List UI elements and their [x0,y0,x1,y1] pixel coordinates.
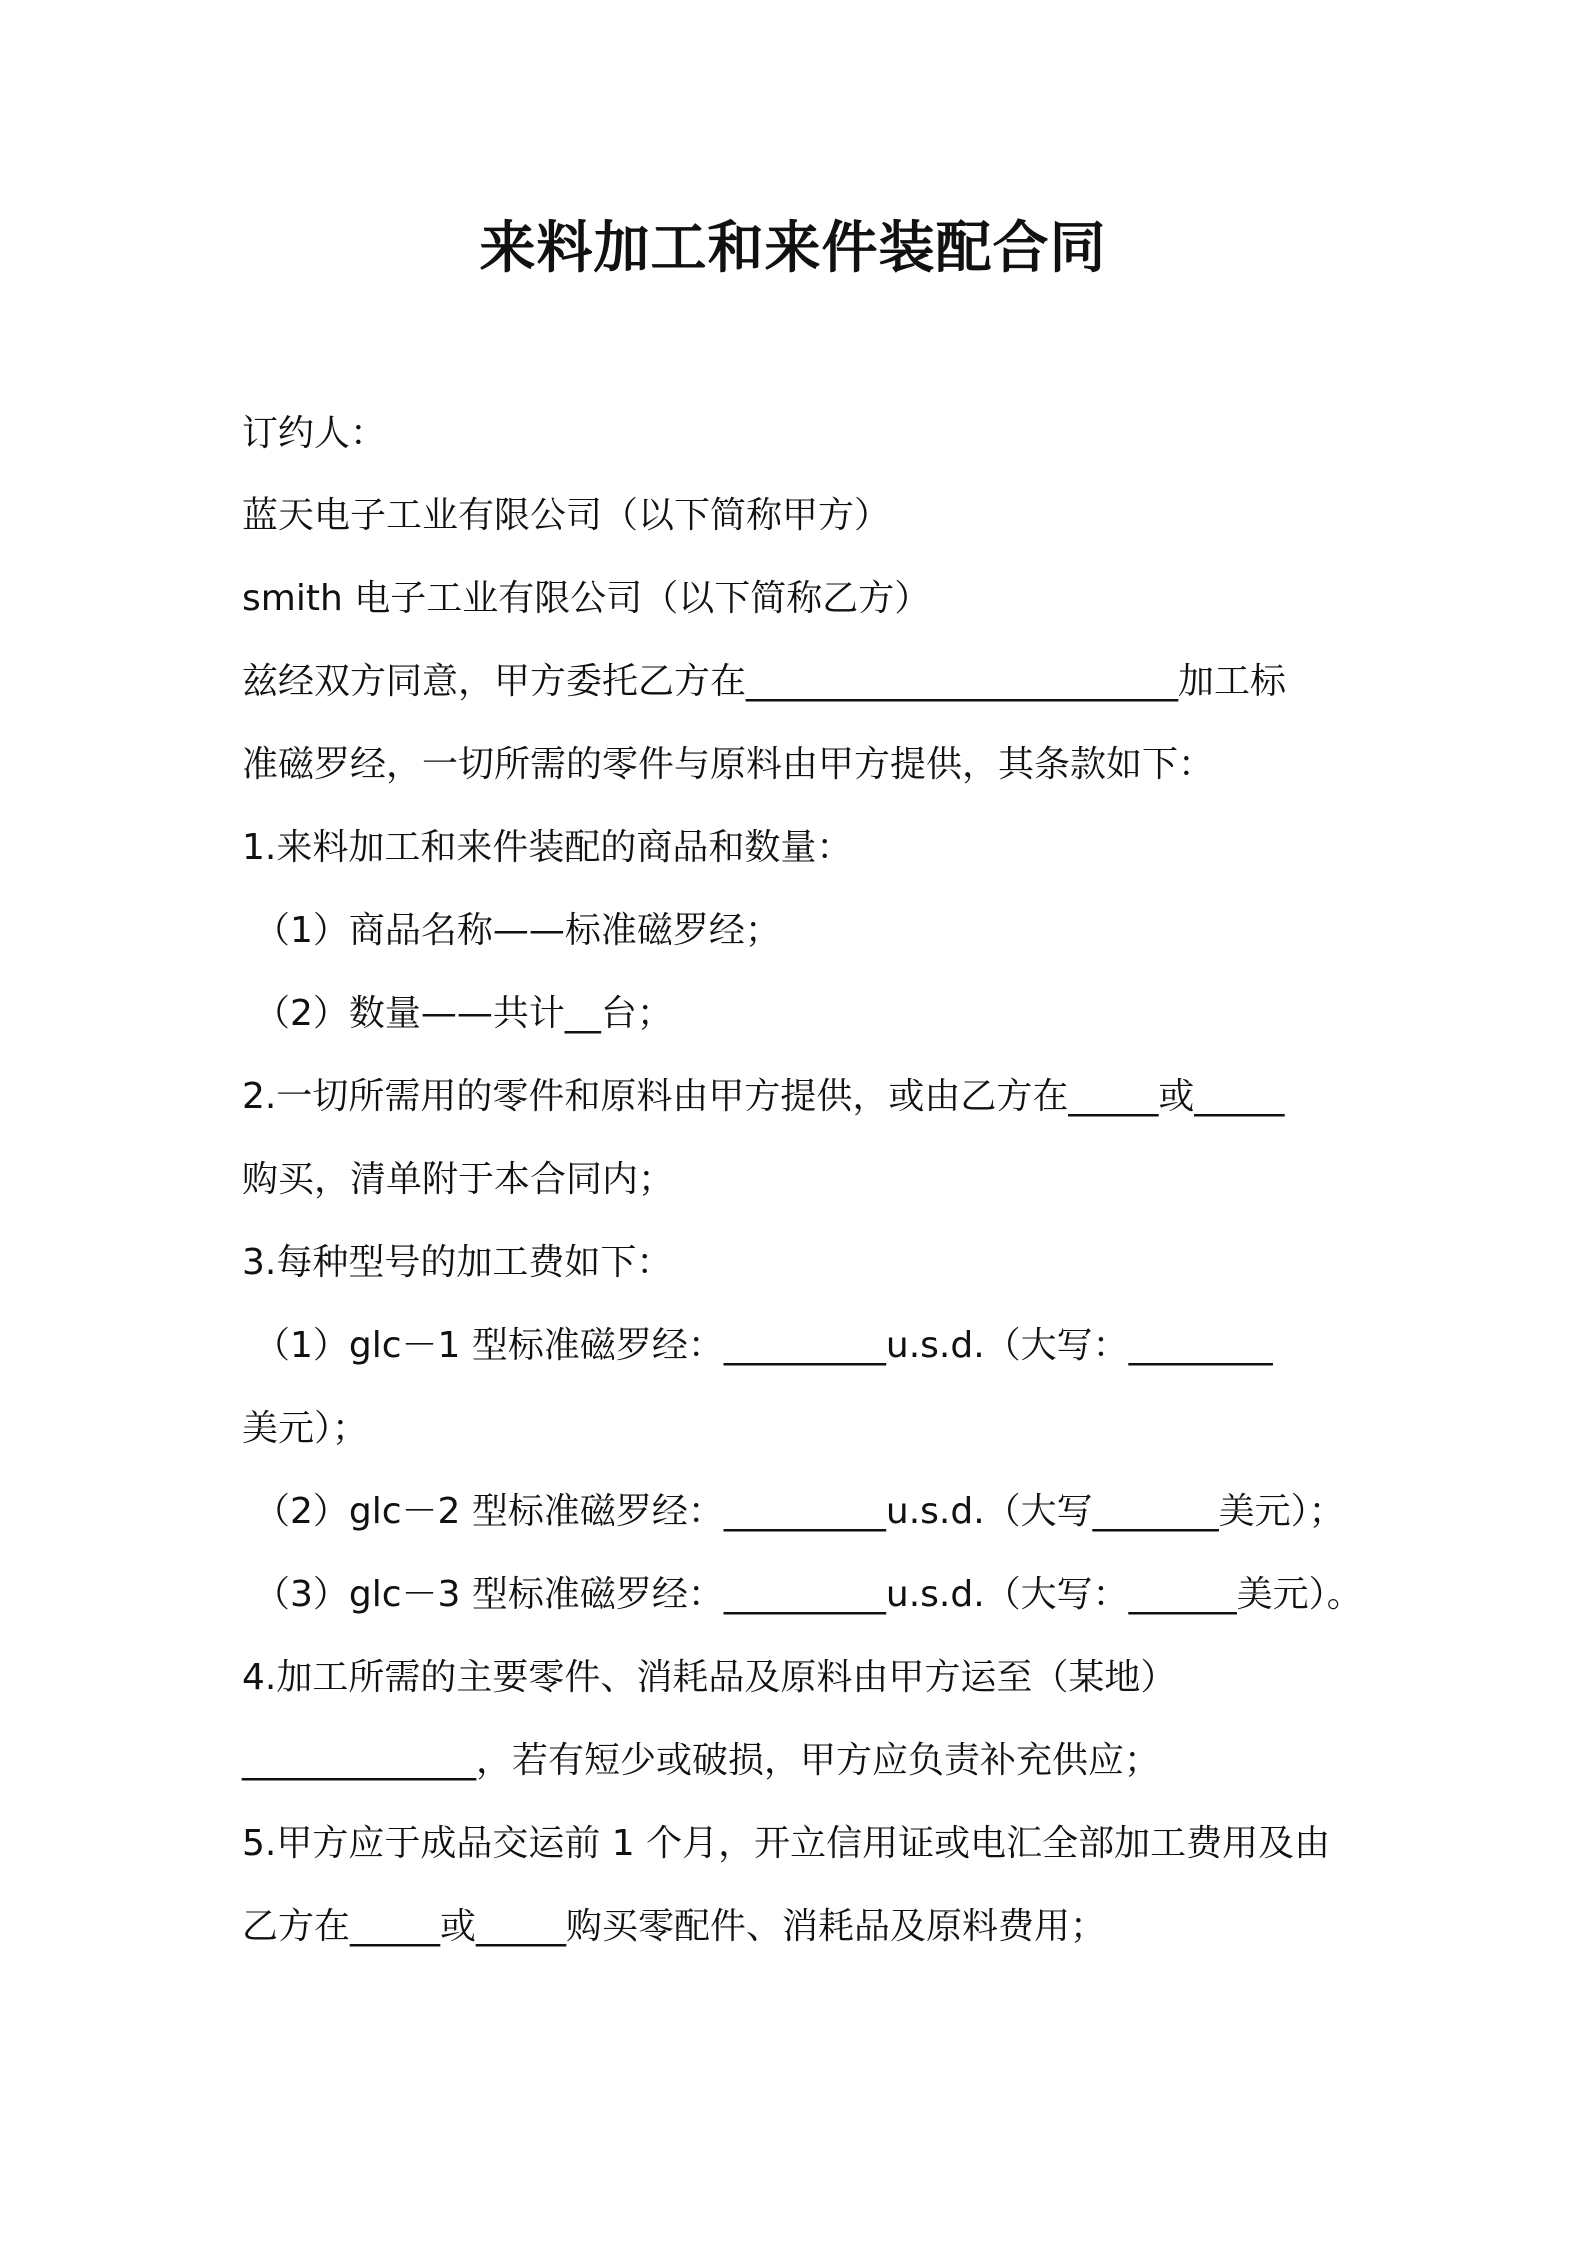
clause-3-item-3: （3）glc－3 型标准磁罗经：_________u.s.d.（大写：______美元）。 [254,1574,1363,1615]
clause-5-line-1: 5.甲方应于成品交运前 1 个月，开立信用证或电汇全部加工费用及由 [242,1823,1331,1864]
party-a-line: 蓝天电子工业有限公司（以下简称甲方） [242,495,891,536]
party-b-line: smith 电子工业有限公司（以下简称乙方） [242,578,931,619]
clause-1-heading: 1.来料加工和来件装配的商品和数量： [242,827,853,868]
clause-4-line-1: 4.加工所需的主要零件、消耗品及原料由甲方运至（某地） [242,1657,1177,1698]
document-title: 来料加工和来件装配合同 [479,216,1107,281]
clause-1-item-1: （1）商品名称——标准磁罗经； [254,910,781,951]
clause-1-item-2: （2）数量——共计__台； [254,993,673,1034]
clause-3-item-1: （1）glc－1 型标准磁罗经：_________u.s.d.（大写：________ [254,1325,1273,1366]
agreement-line-2: 准磁罗经，一切所需的零件与原料由甲方提供，其条款如下： [242,744,1215,785]
clause-2-line-2: 购买，清单附于本合同内； [242,1159,675,1200]
clause-5-line-2: 乙方在_____或_____购买零配件、消耗品及原料费用； [242,1906,1107,1947]
clause-2-line-1: 2.一切所需用的零件和原料由甲方提供，或由乙方在_____或_____ [242,1076,1285,1117]
clause-4-line-2: _____________，若有短少或破损，甲方应负责补充供应； [242,1740,1161,1781]
contracting-parties-label: 订约人： [242,413,387,454]
clause-3-item-2: （2）glc－2 型标准磁罗经：_________u.s.d.（大写_______美元）； [254,1491,1345,1532]
clause-3-item-1-continued: 美元）； [242,1408,369,1449]
clause-3-heading: 3.每种型号的加工费如下： [242,1242,673,1283]
agreement-line-1: 兹经双方同意，甲方委托乙方在________________________加工标 [242,661,1287,702]
